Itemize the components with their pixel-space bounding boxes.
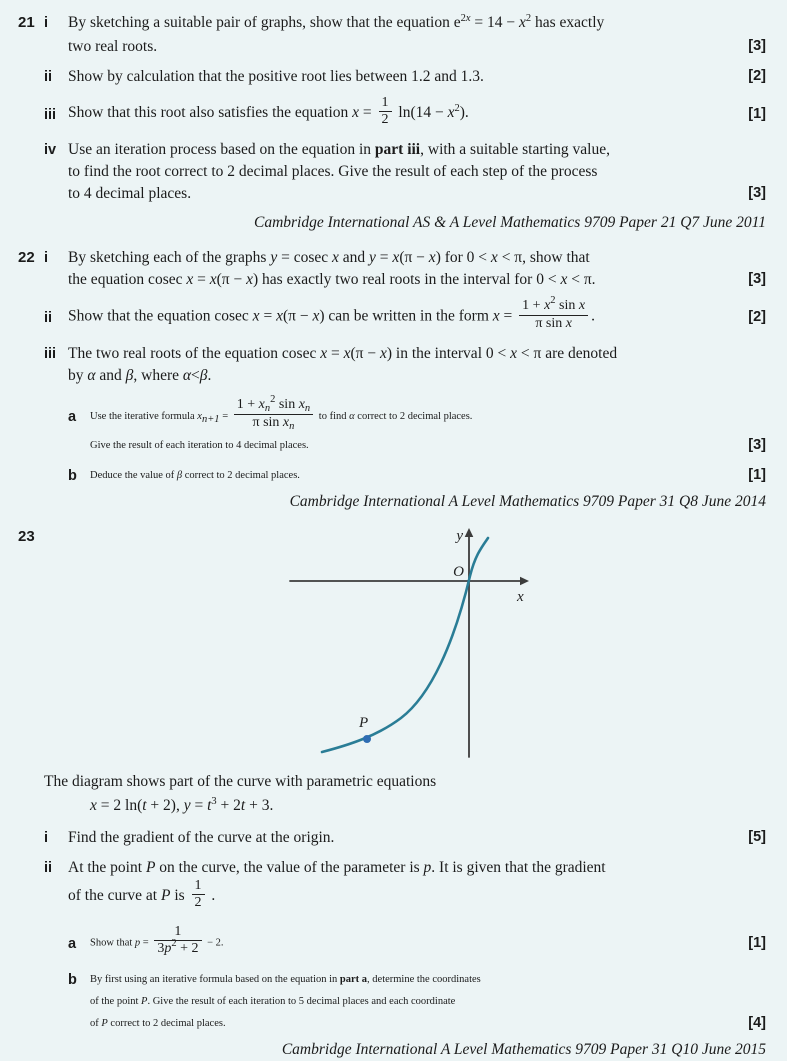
question-part-23ii [44, 857, 766, 1032]
text-line: the equation cosec x = x(π − x) has exactly two real roots in the interval for 0 < x < π. [3] [68, 269, 716, 291]
question-body [44, 12, 766, 234]
text-line: Show that p = $\frac{1}{3p^2 + 2}$ − 2. [1] [90, 924, 766, 957]
text-line: to 4 decimal places. [3] [68, 183, 716, 205]
part-text [68, 247, 766, 291]
source-citation: Cambridge International A Level Mathematics 9709 Paper 31 Q8 June 2014 [289, 493, 766, 511]
part-text [68, 66, 766, 88]
origin-label: O [453, 564, 464, 581]
part-text [68, 827, 766, 849]
text-line: Show that the equation cosec x = x(π − x) can be written in the form x = $\frac{1 + x^2 \sin x}{\text{π sin x}}$ . [2] [68, 295, 766, 332]
source-citation: Cambridge International AS & A Level Mathematics 9709 Paper 21 Q7 June 2011 [253, 214, 766, 232]
text-line: two real roots. [3] [68, 36, 716, 58]
text-line: The diagram shows part of the curve with parametric equations [44, 773, 437, 791]
part-text [68, 295, 766, 335]
part-intro-lines [68, 857, 716, 914]
marks-badge: [3] [748, 271, 766, 288]
question-number: 22 [18, 249, 35, 267]
part-text [90, 394, 766, 457]
question-23 [18, 526, 766, 1061]
text-line: of the point P. Give the result of each iteration to 5 decimal places and each coordinate [90, 996, 456, 1008]
question-21 [18, 12, 766, 234]
marks-badge: [3] [748, 185, 766, 202]
parametric-equations [90, 795, 766, 819]
part-label: a [68, 936, 77, 953]
x-axis-label: x [517, 589, 524, 606]
marks-badge: [4] [748, 1015, 766, 1032]
question-22 [18, 247, 766, 513]
y-axis-label: y [456, 528, 463, 545]
text-line: of P correct to 2 decimal places. [4] [90, 1013, 716, 1035]
marks-badge: [1] [748, 105, 766, 122]
y-axis-arrow-icon [465, 528, 474, 537]
part-label: b [68, 972, 77, 989]
text-line: By first using an iterative formula based on the equation in part a, determine the coordinates [90, 974, 481, 986]
text-line: Give the result of each iteration to 4 decimal places. [3] [90, 435, 716, 457]
text-line: Show by calculation that the positive root lies between 1.2 and 1.3. [2] [68, 66, 716, 88]
point-p-label: P [359, 715, 369, 732]
question-part-22i [44, 247, 766, 291]
part-label: a [68, 409, 77, 426]
text-line: By sketching a suitable pair of graphs, show that the equation $e^{2x} = 14 - x^2$ has exactly [68, 13, 605, 31]
text-line: x = 2 ln(t + 2), $y = t^3 + 2t + 3$. [90, 796, 274, 815]
part-label: ii [44, 860, 53, 877]
x-axis-arrow-icon [520, 577, 529, 586]
part-text [68, 12, 766, 58]
source-citation: Cambridge International A Level Mathematics 9709 Paper 31 Q10 June 2015 [281, 1041, 766, 1059]
part-label: iv [44, 142, 57, 159]
curve-diagram [277, 526, 766, 765]
part-text [90, 969, 766, 1035]
fraction: $\frac{1 + x^2 \sin x}{\text{π sin x}}$ [519, 298, 588, 332]
text-line: Deduce the value of β correct to 2 decimal places. [1] [90, 465, 716, 487]
question-stem [44, 771, 766, 793]
part-text [68, 343, 766, 485]
text-line: The two real roots of the equation cosec x = x(π − x) in the interval 0 < x < π are denoted [68, 345, 618, 363]
question-part-22iiib [68, 465, 766, 487]
marks-badge: [1] [748, 467, 766, 484]
question-part-21iii [44, 96, 766, 131]
part-text [68, 139, 766, 205]
question-part-21iv [44, 139, 766, 205]
text-line: Find the gradient of the curve at the origin. [5] [68, 827, 716, 849]
fraction: $\frac{1 + x_n^2 \sin x_n}{\pi \sin x_n}$ [234, 397, 313, 432]
question-part-22iii [44, 343, 766, 484]
part-text [90, 924, 766, 961]
question-part-23iia [68, 924, 766, 961]
fraction: $\frac{1}{2}$ [379, 95, 392, 128]
question-number: 21 [18, 14, 35, 31]
question-part-22iiia [68, 394, 766, 457]
fraction: $\frac{1}{3p^2 + 2}$ [154, 924, 201, 958]
question-part-21ii [44, 66, 766, 88]
part-label: ii [44, 310, 53, 327]
question-body [44, 247, 766, 513]
question-part-21i [44, 12, 766, 58]
marks-badge: [3] [748, 38, 766, 54]
question-part-23iib [68, 969, 766, 1035]
text-line: By sketching each of the graphs y = cosec x and y = x(π − x) for 0 < x < π, show that [68, 249, 590, 267]
text-line: Use the iterative formula xn+1 = $\frac{1 + x_n^2 \sin x_n}{\pi \sin x_n}$ to find α correct to 2 decimal places. [90, 394, 473, 433]
part-label: i [44, 15, 49, 31]
point-p-dot [363, 735, 371, 743]
marks-badge: [2] [748, 68, 766, 84]
textbook-page [18, 12, 766, 1061]
part-label: i [44, 250, 49, 267]
part-text [90, 465, 766, 487]
marks-badge: [5] [748, 829, 766, 846]
part-text [68, 857, 766, 1032]
part-label: b [68, 468, 77, 485]
part-label: iii [44, 107, 57, 123]
fraction: $\frac{1}{2}$ [192, 878, 205, 911]
marks-badge: [1] [748, 935, 766, 952]
marks-badge: [2] [748, 309, 766, 326]
question-number: 23 [18, 528, 35, 546]
question-body [44, 526, 766, 1061]
text-line: to find the root correct to 2 decimal places. Give the result of each step of the process [68, 163, 598, 181]
text-line: of the curve at P is $\frac{1}{2}$ . [68, 878, 216, 911]
question-part-23i [44, 827, 766, 849]
text-line: Show that this root also satisfies the equation x = $\frac{1}{2}$ $\ln(14 - x^2)$. [1] [68, 95, 766, 127]
text-line: At the point P on the curve, the value of the parameter is p. It is given that the gradient [68, 859, 606, 877]
text-line: by α and β, where α<β. [68, 367, 212, 385]
text-line: Use an iteration process based on the equation in part iii, with a suitable starting value, [68, 141, 610, 159]
part-label: ii [44, 69, 53, 85]
part-label: iii [44, 346, 57, 363]
part-text [68, 95, 766, 131]
question-part-22ii [44, 295, 766, 335]
marks-badge: [3] [748, 437, 766, 454]
part-label: i [44, 830, 49, 847]
part-intro-lines [68, 343, 716, 387]
